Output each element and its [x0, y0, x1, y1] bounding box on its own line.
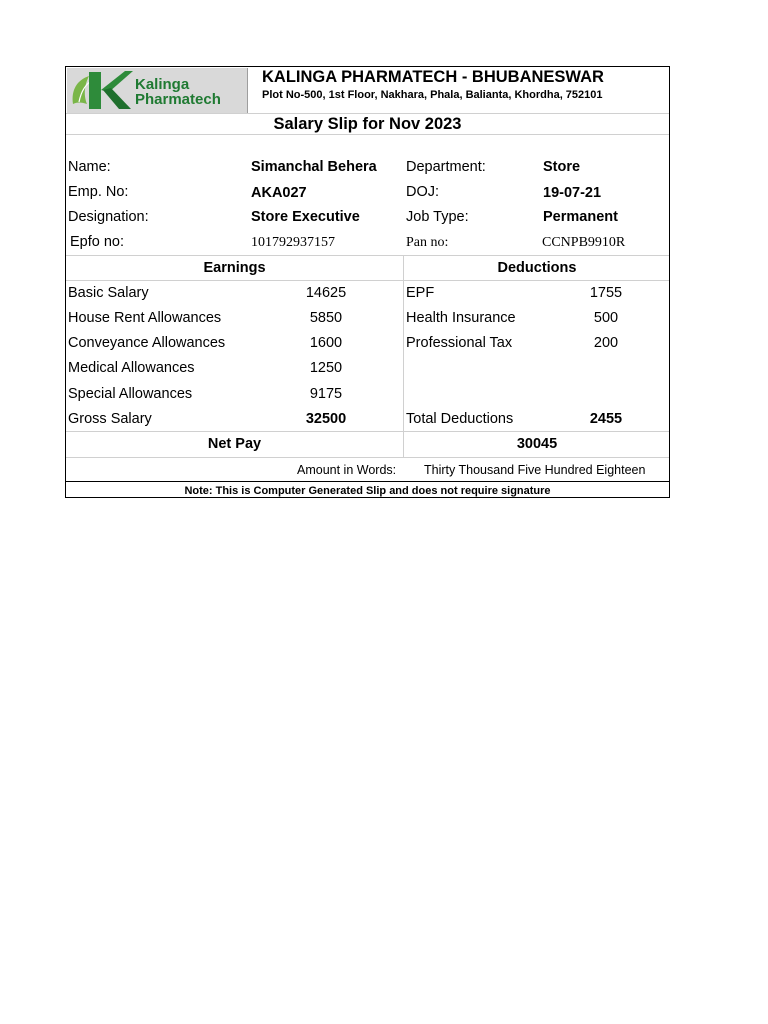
- empno-value: AKA027: [251, 185, 307, 201]
- slip-title: Salary Slip for Nov 2023: [273, 115, 462, 133]
- epfo-label: Epfo no:: [70, 234, 125, 250]
- pan-label: Pan no:: [406, 235, 449, 250]
- doj-label: DOJ:: [406, 184, 440, 200]
- deduction-label: Health Insurance: [406, 310, 516, 326]
- earning-label: House Rent Allowances: [68, 310, 222, 326]
- net-pay-amount: 30045: [516, 436, 558, 452]
- doj-value: 19-07-21: [543, 185, 602, 201]
- deductions-header: Deductions: [497, 260, 577, 276]
- divider: [66, 457, 669, 458]
- k-leaf-logo-icon: [69, 68, 135, 112]
- slip-header: [66, 67, 671, 115]
- jobtype-label: Job Type:: [406, 209, 469, 225]
- divider: [66, 255, 669, 256]
- earning-amount: 5850: [309, 310, 343, 326]
- epfo-value: 101792937157: [251, 235, 335, 250]
- divider: [66, 280, 669, 281]
- earning-label: Medical Allowances: [68, 360, 195, 376]
- logo-text-kalinga: Kalinga: [135, 76, 190, 93]
- computer-generated-note: Note: This is Computer Generated Slip and does not require signature: [184, 485, 551, 497]
- earning-amount: 1600: [309, 335, 343, 351]
- deduction-label: EPF: [406, 285, 435, 301]
- designation-label: Designation:: [68, 209, 149, 225]
- deduction-amount: 200: [593, 335, 619, 351]
- earnings-header: Earnings: [203, 260, 266, 276]
- name-value: Simanchal Behera: [251, 159, 377, 175]
- earning-amount: 9175: [309, 386, 343, 402]
- company-name: KALINGA PHARMATECH - BHUBANESWAR: [262, 68, 604, 86]
- divider: [66, 431, 669, 432]
- name-label: Name:: [68, 159, 111, 175]
- earning-label: Basic Salary: [68, 285, 149, 301]
- empno-label: Emp. No:: [68, 184, 129, 200]
- department-value: Store: [543, 159, 581, 175]
- department-label: Department:: [406, 159, 486, 175]
- earning-amount: 14625: [305, 285, 347, 301]
- logo-text-pharmatech: Pharmatech: [135, 91, 221, 108]
- deduction-label: Professional Tax: [406, 335, 513, 351]
- gross-salary-amount: 32500: [305, 411, 347, 427]
- deduction-amount: 500: [593, 310, 619, 326]
- divider: [66, 134, 669, 135]
- divider: [66, 481, 669, 482]
- earning-label: Conveyance Allowances: [68, 335, 226, 351]
- pan-value: CCNPB9910R: [542, 235, 626, 250]
- deduction-amount: 1755: [589, 285, 623, 301]
- company-logo: [67, 68, 248, 113]
- amount-in-words-label: Amount in Words:: [297, 463, 397, 477]
- amount-in-words-value: Thirty Thousand Five Hundred Eighteen: [424, 463, 646, 477]
- jobtype-value: Permanent: [543, 209, 618, 225]
- earning-amount: 1250: [309, 360, 343, 376]
- net-pay-label: Net Pay: [207, 436, 262, 452]
- column-divider: [403, 255, 404, 457]
- total-deductions-label: Total Deductions: [406, 411, 514, 427]
- designation-value: Store Executive: [251, 209, 360, 225]
- gross-salary-label: Gross Salary: [68, 411, 152, 427]
- salary-slip: [65, 66, 670, 498]
- total-deductions-amount: 2455: [589, 411, 623, 427]
- company-address: Plot No-500, 1st Floor, Nakhara, Phala, Balianta, Khordha, 752101: [262, 89, 603, 101]
- earning-label: Special Allowances: [68, 386, 193, 402]
